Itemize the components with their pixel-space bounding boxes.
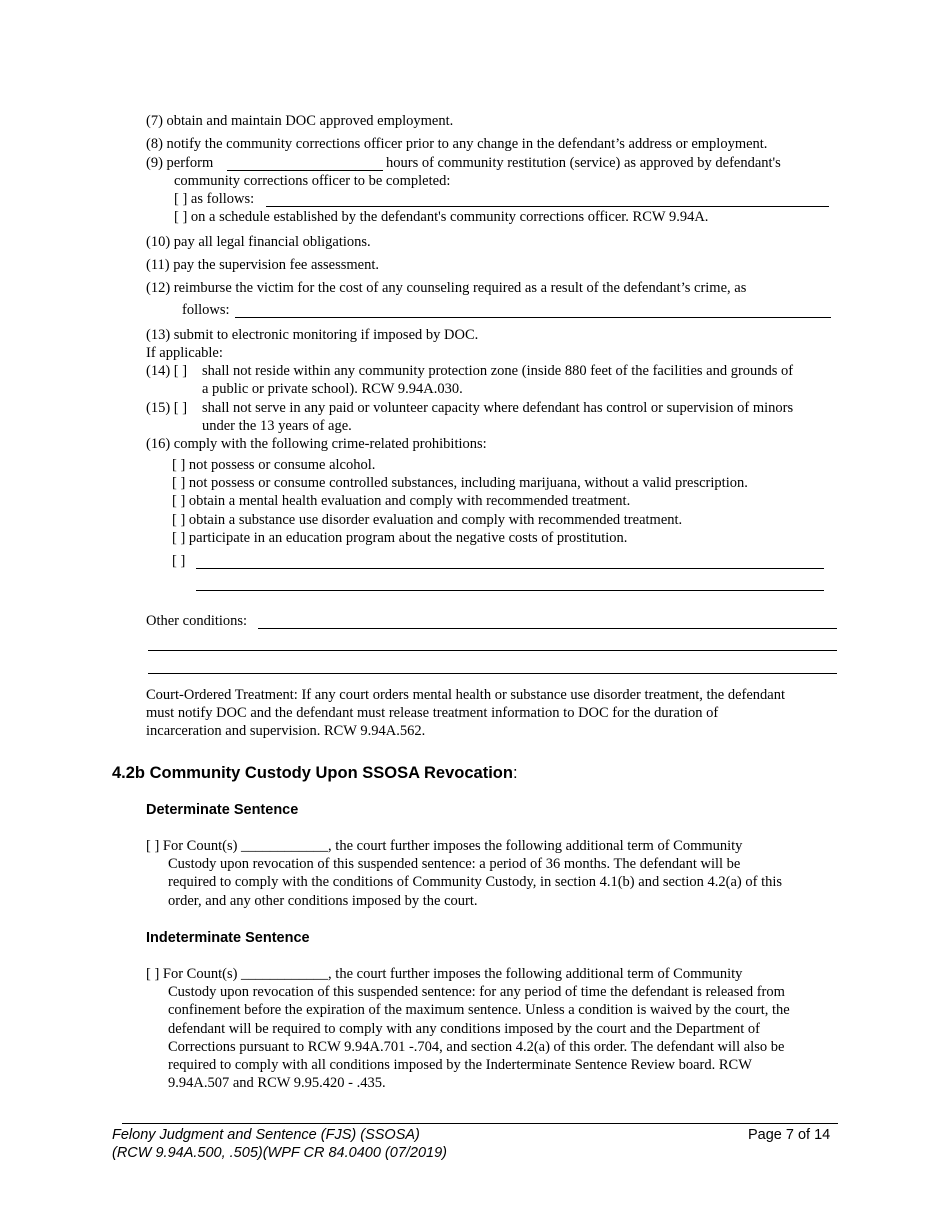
condition-14-text: shall not reside within any community protection zone (inside 880 feet of the facilities and grounds of [202, 363, 794, 379]
reimburse-blank[interactable] [235, 317, 831, 318]
custom-prohibition-blank-2[interactable] [196, 590, 824, 591]
page-number: Page 7 of 14 [748, 1127, 831, 1143]
other-conditions-label: Other conditions: [146, 613, 248, 629]
footer-citation: (RCW 9.94A.500, .505)(WPF CR 84.0400 (07/2019) [112, 1145, 448, 1161]
condition-9-option-schedule[interactable]: [ ] on a schedule established by the defendant's community corrections officer. RCW 9.94A. [174, 209, 709, 225]
condition-14-checkbox[interactable]: (14) [ ] [146, 363, 188, 379]
condition-9-prefix: (9) perform [146, 155, 214, 171]
indeterminate-line-4: defendant will be required to comply with any conditions imposed by the court and the Department of [168, 1021, 760, 1037]
condition-8: (8) notify the community corrections officer prior to any change in the defendant’s address or employment. [146, 136, 768, 152]
condition-9-suffix: hours of community restitution (service) as approved by defendant's [386, 155, 781, 171]
prohibition-education-program[interactable]: [ ] participate in an education program about the negative costs of prostitution. [172, 530, 628, 546]
prohibition-controlled-substances[interactable]: [ ] not possess or consume controlled substances, including marijuana, without a valid prescription. [172, 475, 748, 491]
footer-title: Felony Judgment and Sentence (FJS) (SSOSA) [112, 1127, 420, 1143]
custom-prohibition-checkbox[interactable]: [ ] [172, 553, 186, 569]
indeterminate-line-3: confinement before the expiration of the maximum sentence. Unless a condition is waived by the court, the [168, 1002, 790, 1018]
determinate-sentence-title: Determinate Sentence [146, 802, 299, 818]
if-applicable-label: If applicable: [146, 345, 223, 361]
section-heading-text: 4.2b Community Custody Upon SSOSA Revocation [112, 764, 513, 782]
section-heading-colon: : [512, 764, 518, 782]
determinate-line-1[interactable]: [ ] For Count(s) ____________, the court further imposes the following additional term of Community [146, 838, 743, 854]
indeterminate-line-6: required to comply with all conditions imposed by the Inderterminate Sentence Review board. RCW [168, 1057, 752, 1073]
custom-prohibition-blank-1[interactable] [196, 568, 824, 569]
prohibition-substance-use[interactable]: [ ] obtain a substance use disorder evaluation and comply with recommended treatment. [172, 512, 683, 528]
condition-16: (16) comply with the following crime-related prohibitions: [146, 436, 487, 452]
condition-9-continuation: community corrections officer to be completed: [174, 173, 451, 189]
prohibition-mental-health[interactable]: [ ] obtain a mental health evaluation and comply with recommended treatment. [172, 493, 631, 509]
other-conditions-blank-3[interactable] [148, 673, 837, 674]
as-follows-blank[interactable] [266, 206, 829, 207]
condition-14-continuation: a public or private school). RCW 9.94A.030. [202, 381, 463, 397]
indeterminate-line-2: Custody upon revocation of this suspended sentence: for any period of time the defendant is released from [168, 984, 785, 1000]
other-conditions-blank-1[interactable] [258, 628, 837, 629]
court-ordered-treatment-line-1: Court-Ordered Treatment: If any court orders mental health or substance use disorder treatment, the defendant [146, 687, 785, 703]
determinate-line-2: Custody upon revocation of this suspended sentence: a period of 36 months. The defendant will be [168, 856, 741, 872]
condition-10: (10) pay all legal financial obligations. [146, 234, 371, 250]
hours-blank[interactable] [227, 170, 383, 171]
condition-15-text: shall not serve in any paid or volunteer capacity where defendant has control or supervision of minors [202, 400, 794, 416]
indeterminate-sentence-title: Indeterminate Sentence [146, 930, 310, 946]
footer-rule [122, 1123, 838, 1124]
condition-12-follows: follows: [182, 302, 230, 318]
condition-12: (12) reimburse the victim for the cost of any counseling required as a result of the defendant’s crime, as [146, 280, 747, 296]
indeterminate-line-5: Corrections pursuant to RCW 9.94A.701 -.704, and section 4.2(a) of this order. The defendant will also be [168, 1039, 785, 1055]
other-conditions-blank-2[interactable] [148, 650, 837, 651]
condition-15-continuation: under the 13 years of age. [202, 418, 352, 434]
indeterminate-line-1[interactable]: [ ] For Count(s) ____________, the court further imposes the following additional term of Community [146, 966, 743, 982]
court-ordered-treatment-line-3: incarceration and supervision. RCW 9.94A.562. [146, 723, 426, 739]
determinate-line-3: required to comply with the conditions of Community Custody, in section 4.1(b) and section 4.2(a) of this [168, 874, 783, 890]
condition-15-checkbox[interactable]: (15) [ ] [146, 400, 188, 416]
determinate-line-4: order, and any other conditions imposed by the court. [168, 893, 478, 909]
indeterminate-line-7: 9.94A.507 and RCW 9.95.420 - .435. [168, 1075, 386, 1091]
condition-11: (11) pay the supervision fee assessment. [146, 257, 380, 273]
section-heading [112, 764, 518, 783]
court-ordered-treatment-line-2: must notify DOC and the defendant must release treatment information to DOC for the duration of [146, 705, 719, 721]
condition-7: (7) obtain and maintain DOC approved employment. [146, 113, 454, 129]
prohibition-alcohol[interactable]: [ ] not possess or consume alcohol. [172, 457, 376, 473]
condition-13: (13) submit to electronic monitoring if imposed by DOC. [146, 327, 479, 343]
condition-9-option-as-follows[interactable]: [ ] as follows: [174, 191, 255, 207]
